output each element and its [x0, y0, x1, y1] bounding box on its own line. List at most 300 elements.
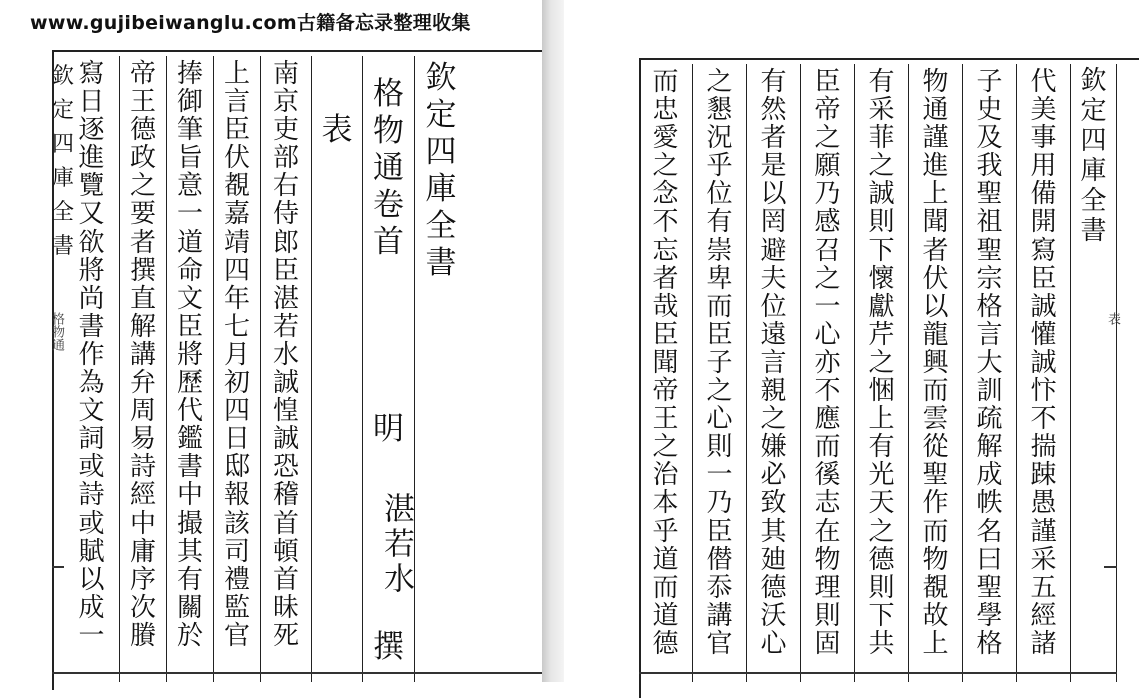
- glyph: 心: [706, 404, 733, 435]
- glyph: 有: [176, 564, 203, 595]
- glyph: 則: [868, 572, 895, 603]
- right-margin-label: 表: [1105, 312, 1120, 325]
- glyph: 書: [52, 234, 75, 259]
- glyph: 惶: [272, 396, 299, 427]
- glyph: 則: [868, 207, 895, 238]
- glyph: 心: [814, 319, 841, 350]
- glyph: 臣: [706, 319, 733, 350]
- glyph: 悃: [868, 376, 895, 407]
- glyph: 頓: [272, 536, 299, 567]
- glyph: 撰: [129, 255, 156, 286]
- glyph: 菲: [868, 123, 895, 154]
- glyph: 四: [223, 396, 250, 427]
- glyph: 將: [78, 255, 105, 286]
- glyph: 治: [652, 460, 679, 491]
- glyph: 言: [976, 319, 1003, 350]
- right-column-8: [639, 64, 693, 682]
- glyph: 有: [706, 207, 733, 238]
- glyph: 周: [129, 396, 156, 427]
- glyph: 通: [373, 150, 404, 186]
- glyph: 備: [1030, 179, 1057, 210]
- glyph: 成: [976, 460, 1003, 491]
- glyph: 七: [223, 311, 250, 342]
- glyph: 物: [922, 67, 949, 97]
- glyph: 死: [272, 620, 299, 651]
- glyph: 年: [223, 283, 250, 314]
- glyph: 而: [922, 516, 949, 547]
- glyph: 吏: [272, 115, 299, 146]
- glyph: 詞: [78, 424, 105, 455]
- glyph: 聖: [976, 179, 1003, 210]
- left-column-0: [415, 56, 467, 682]
- glyph: 以: [922, 291, 949, 322]
- left-edge-fragment-column: [52, 56, 75, 676]
- glyph: 尚: [78, 283, 105, 314]
- glyph: 用: [1030, 151, 1057, 182]
- glyph: 上: [868, 404, 895, 435]
- left-column-3: [261, 56, 312, 682]
- glyph: 庫: [425, 171, 457, 207]
- right-column-3: [909, 64, 963, 682]
- glyph: 忝: [706, 572, 733, 603]
- glyph: 以: [78, 564, 105, 595]
- glyph: 名: [976, 516, 1003, 547]
- glyph: 諸: [1030, 628, 1057, 659]
- glyph: 不: [652, 207, 679, 238]
- glyph: 德: [760, 572, 787, 603]
- glyph: 物: [814, 544, 841, 575]
- glyph: 學: [976, 600, 1003, 631]
- glyph: 庸: [129, 536, 156, 567]
- glyph: 日: [78, 87, 105, 118]
- glyph: 經: [129, 480, 156, 511]
- glyph: 一: [176, 199, 203, 230]
- right-bottom-rule: [639, 672, 1117, 674]
- glyph: 覩: [922, 572, 949, 603]
- glyph: 初: [223, 368, 250, 399]
- glyph: 代: [1030, 67, 1057, 97]
- glyph: 鑑: [176, 424, 203, 455]
- glyph: 撮: [176, 508, 203, 539]
- glyph: 光: [868, 460, 895, 491]
- glyph: 訓: [976, 376, 1003, 407]
- glyph: 京: [272, 87, 299, 118]
- glyph: 南: [272, 59, 299, 89]
- glyph: 不: [1030, 404, 1057, 435]
- book-gutter: [542, 0, 564, 682]
- glyph: 命: [176, 255, 203, 286]
- glyph: 雲: [922, 404, 949, 435]
- glyph: 然: [760, 95, 787, 126]
- glyph: 於: [176, 620, 203, 651]
- glyph: 首: [272, 508, 299, 539]
- glyph: 格: [976, 628, 1003, 659]
- glyph: 官: [706, 628, 733, 659]
- glyph: 芹: [868, 319, 895, 350]
- glyph: 通: [922, 95, 949, 126]
- glyph: 言: [223, 87, 250, 118]
- glyph: 經: [1030, 600, 1057, 631]
- glyph: 疏: [976, 404, 1003, 435]
- glyph: 哉: [652, 291, 679, 322]
- glyph: 應: [814, 404, 841, 435]
- glyph: 旨: [176, 143, 203, 174]
- glyph: 定: [52, 98, 75, 123]
- glyph: 夫: [760, 263, 787, 294]
- glyph: 誠: [1030, 347, 1057, 378]
- glyph: 定: [1080, 96, 1107, 126]
- glyph: 下: [868, 235, 895, 266]
- glyph: 者: [760, 123, 787, 154]
- glyph: 文: [176, 283, 203, 314]
- glyph: 欽: [52, 64, 75, 89]
- glyph: 上: [223, 59, 250, 89]
- glyph: 稽: [272, 480, 299, 511]
- glyph: 臣: [223, 115, 250, 146]
- glyph: 從: [922, 432, 949, 463]
- glyph: 宗: [976, 263, 1003, 294]
- glyph: 四: [52, 132, 75, 157]
- glyph: 聖: [922, 460, 949, 491]
- glyph: 易: [129, 424, 156, 455]
- glyph: 帝: [814, 95, 841, 126]
- glyph: 有: [868, 432, 895, 463]
- glyph: 乃: [706, 488, 733, 519]
- glyph: 邸: [223, 452, 250, 483]
- glyph: 帙: [976, 488, 1003, 519]
- glyph: 開: [1030, 207, 1057, 238]
- glyph: 監: [223, 592, 250, 623]
- left-margin-label: 格物通: [49, 312, 64, 351]
- glyph: 揣: [1030, 432, 1057, 463]
- glyph: 庫: [1080, 156, 1107, 186]
- glyph: 臣: [706, 516, 733, 547]
- glyph: 欽: [425, 60, 457, 96]
- glyph: 書: [1080, 216, 1107, 246]
- glyph: 中: [176, 480, 203, 511]
- glyph: 一: [706, 460, 733, 491]
- glyph: 欲: [78, 227, 105, 258]
- glyph: 者: [652, 263, 679, 294]
- glyph: 興: [922, 347, 949, 378]
- glyph: 道: [176, 227, 203, 258]
- glyph: 其: [760, 516, 787, 547]
- glyph: 又: [78, 199, 105, 230]
- glyph: 有: [760, 67, 787, 97]
- glyph: 恐: [272, 452, 299, 483]
- glyph: 位: [760, 291, 787, 322]
- glyph: 進: [78, 143, 105, 174]
- glyph: 水: [272, 339, 299, 370]
- glyph: 代: [176, 396, 203, 427]
- glyph: 進: [922, 151, 949, 182]
- glyph: 感: [814, 207, 841, 238]
- glyph: 亦: [814, 347, 841, 378]
- glyph: 伏: [223, 143, 250, 174]
- glyph: 書: [425, 245, 457, 281]
- right-column-0: [1071, 64, 1120, 682]
- glyph: 是: [760, 151, 787, 182]
- glyph: 祖: [976, 207, 1003, 238]
- glyph: 懽: [1030, 319, 1057, 350]
- glyph: 而: [706, 291, 733, 322]
- glyph: 史: [976, 95, 1003, 126]
- glyph: 道: [652, 544, 679, 575]
- glyph: 言: [760, 347, 787, 378]
- glyph: 之: [868, 151, 895, 182]
- glyph: 獻: [868, 291, 895, 322]
- glyph: 懷: [868, 263, 895, 294]
- glyph: 及: [976, 123, 1003, 154]
- glyph: 月: [223, 339, 250, 370]
- glyph: 子: [706, 347, 733, 378]
- right-column-5: [801, 64, 855, 682]
- glyph: 念: [652, 179, 679, 210]
- glyph: 格: [373, 76, 404, 112]
- glyph: 四: [425, 134, 457, 170]
- glyph: 物: [373, 113, 404, 149]
- glyph: 作: [922, 488, 949, 519]
- glyph: 之: [868, 516, 895, 547]
- glyph: 誠: [1030, 291, 1057, 322]
- glyph: 報: [223, 480, 250, 511]
- right-column-2: [963, 64, 1017, 682]
- glyph: 理: [814, 572, 841, 603]
- glyph: 召: [814, 235, 841, 266]
- glyph: 乃: [814, 179, 841, 210]
- glyph: 臣: [1030, 263, 1057, 294]
- glyph: 聖: [976, 235, 1003, 266]
- glyph: 之: [129, 171, 156, 202]
- glyph: 帝: [652, 376, 679, 407]
- glyph: 之: [706, 376, 733, 407]
- glyph: 下: [868, 600, 895, 631]
- left-bottom-rule: [52, 672, 542, 674]
- glyph: 序: [129, 564, 156, 595]
- glyph: 講: [706, 600, 733, 631]
- glyph: 庫: [52, 166, 75, 191]
- glyph: 乎: [706, 151, 733, 182]
- glyph: 臣: [272, 255, 299, 286]
- glyph: 誠: [272, 368, 299, 399]
- right-page[interactable]: [564, 0, 1120, 682]
- glyph: 我: [976, 151, 1003, 182]
- glyph: 欽: [1080, 66, 1107, 96]
- glyph: 之: [652, 151, 679, 182]
- glyph: 踈: [1030, 460, 1057, 491]
- left-column-2: [312, 56, 363, 682]
- glyph: 故: [922, 600, 949, 631]
- glyph: 本: [652, 488, 679, 519]
- glyph: 五: [1030, 572, 1057, 603]
- glyph: 廸: [760, 544, 787, 575]
- left-column-7: [64, 56, 120, 682]
- glyph: 侍: [272, 199, 299, 230]
- glyph: 而: [652, 67, 679, 97]
- right-column-7: [693, 64, 747, 682]
- glyph: 罔: [760, 207, 787, 238]
- glyph: 者: [922, 235, 949, 266]
- glyph: 中: [129, 508, 156, 539]
- glyph: 書: [78, 311, 105, 342]
- glyph: 忘: [652, 235, 679, 266]
- glyph: 卷: [373, 187, 404, 223]
- glyph: 愛: [652, 123, 679, 154]
- glyph: 講: [129, 339, 156, 370]
- glyph: 誠: [868, 179, 895, 210]
- left-column-5: [167, 56, 214, 682]
- glyph: 全: [52, 200, 75, 225]
- glyph: 賦: [78, 536, 105, 567]
- glyph: 意: [176, 171, 203, 202]
- glyph: 臣: [176, 311, 203, 342]
- glyph: 湛: [272, 283, 299, 314]
- glyph: 願: [814, 151, 841, 182]
- glyph: 之: [868, 347, 895, 378]
- glyph: 政: [129, 143, 156, 174]
- glyph: 位: [706, 179, 733, 210]
- glyph: 弁: [129, 368, 156, 399]
- left-page[interactable]: [0, 0, 542, 682]
- glyph: 帝: [129, 59, 156, 89]
- glyph: 為: [78, 368, 105, 399]
- glyph: 直: [129, 283, 156, 314]
- glyph: 卑: [706, 263, 733, 294]
- glyph: 其: [176, 536, 203, 567]
- left-column-1: [363, 56, 415, 682]
- glyph: 嘉: [223, 199, 250, 230]
- glyph: 聖: [976, 572, 1003, 603]
- glyph: 要: [129, 199, 156, 230]
- glyph: 曰: [976, 544, 1003, 575]
- glyph: 龍: [922, 319, 949, 350]
- glyph: 大: [976, 347, 1003, 378]
- glyph: 謹: [922, 123, 949, 154]
- glyph: 司: [223, 536, 250, 567]
- glyph: 次: [129, 592, 156, 623]
- glyph: 子: [976, 67, 1003, 97]
- glyph: 作: [78, 339, 105, 370]
- glyph: 況: [706, 123, 733, 154]
- glyph: 聞: [652, 347, 679, 378]
- glyph: 一: [814, 291, 841, 322]
- glyph: 美: [1030, 95, 1057, 126]
- glyph: 天: [868, 488, 895, 519]
- glyph: 筆: [176, 115, 203, 146]
- glyph: 徯: [814, 460, 841, 491]
- glyph: 避: [760, 235, 787, 266]
- glyph: 日: [223, 424, 250, 455]
- glyph: 靖: [223, 227, 250, 258]
- glyph: 之: [760, 404, 787, 435]
- glyph: 遠: [760, 319, 787, 350]
- glyph: 僣: [706, 544, 733, 575]
- glyph: 心: [760, 628, 787, 659]
- glyph: 或: [78, 452, 105, 483]
- glyph: 解: [976, 432, 1003, 463]
- glyph: 之: [814, 123, 841, 154]
- right-column-1: [1017, 64, 1071, 682]
- glyph: 首: [272, 564, 299, 595]
- glyph: 右: [272, 171, 299, 202]
- glyph: 聞: [922, 207, 949, 238]
- glyph: 德: [652, 628, 679, 659]
- glyph: 乎: [652, 516, 679, 547]
- glyph: 采: [1030, 544, 1057, 575]
- glyph: 采: [868, 95, 895, 126]
- glyph: 之: [652, 432, 679, 463]
- glyph: 御: [176, 87, 203, 118]
- glyph: 嫌: [760, 432, 787, 463]
- glyph: 四: [223, 255, 250, 286]
- glyph: 詩: [78, 480, 105, 511]
- glyph: 表: [321, 112, 353, 148]
- glyph: 成: [78, 592, 105, 623]
- glyph: 解: [129, 311, 156, 342]
- glyph: 則: [814, 600, 841, 631]
- glyph: 固: [814, 628, 841, 659]
- glyph: 全: [425, 208, 457, 244]
- glyph: 道: [652, 600, 679, 631]
- glyph: 王: [129, 87, 156, 118]
- glyph: 寫: [78, 59, 105, 89]
- glyph: 該: [223, 508, 250, 539]
- right-bottom-tick: [1104, 566, 1117, 568]
- glyph: 昧: [272, 592, 299, 623]
- author-dynasty: 明: [373, 411, 404, 447]
- author-role: 撰: [373, 628, 404, 665]
- glyph: 伏: [922, 263, 949, 294]
- glyph: 首: [373, 224, 404, 260]
- glyph: 忠: [652, 95, 679, 126]
- glyph: 賸: [129, 620, 156, 651]
- glyph: 之: [814, 263, 841, 294]
- glyph: 沃: [760, 600, 787, 631]
- glyph: 全: [1080, 186, 1107, 216]
- glyph: 共: [868, 628, 895, 659]
- glyph: 者: [129, 227, 156, 258]
- glyph: 上: [922, 179, 949, 210]
- glyph: 若: [272, 311, 299, 342]
- author-name: 湛若水: [378, 492, 414, 598]
- glyph: 官: [223, 620, 250, 651]
- glyph: 德: [129, 115, 156, 146]
- glyph: 不: [814, 376, 841, 407]
- glyph: 逐: [78, 115, 105, 146]
- glyph: 定: [425, 97, 457, 133]
- glyph: 書: [176, 452, 203, 483]
- glyph: 寫: [1030, 235, 1057, 266]
- glyph: 必: [760, 460, 787, 491]
- glyph: 王: [652, 404, 679, 435]
- left-column-4: [214, 56, 261, 682]
- glyph: 志: [814, 488, 841, 519]
- glyph: 郎: [272, 227, 299, 258]
- glyph: 禮: [223, 564, 250, 595]
- glyph: 之: [706, 67, 733, 97]
- glyph: 而: [922, 376, 949, 407]
- right-column-4: [855, 64, 909, 682]
- glyph: 而: [652, 572, 679, 603]
- glyph: 德: [868, 544, 895, 575]
- glyph: 物: [922, 544, 949, 575]
- glyph: 一: [78, 620, 105, 651]
- glyph: 事: [1030, 123, 1057, 154]
- left-column-6: [120, 56, 167, 682]
- glyph: 在: [814, 516, 841, 547]
- glyph: 臣: [814, 67, 841, 97]
- glyph: 部: [272, 143, 299, 174]
